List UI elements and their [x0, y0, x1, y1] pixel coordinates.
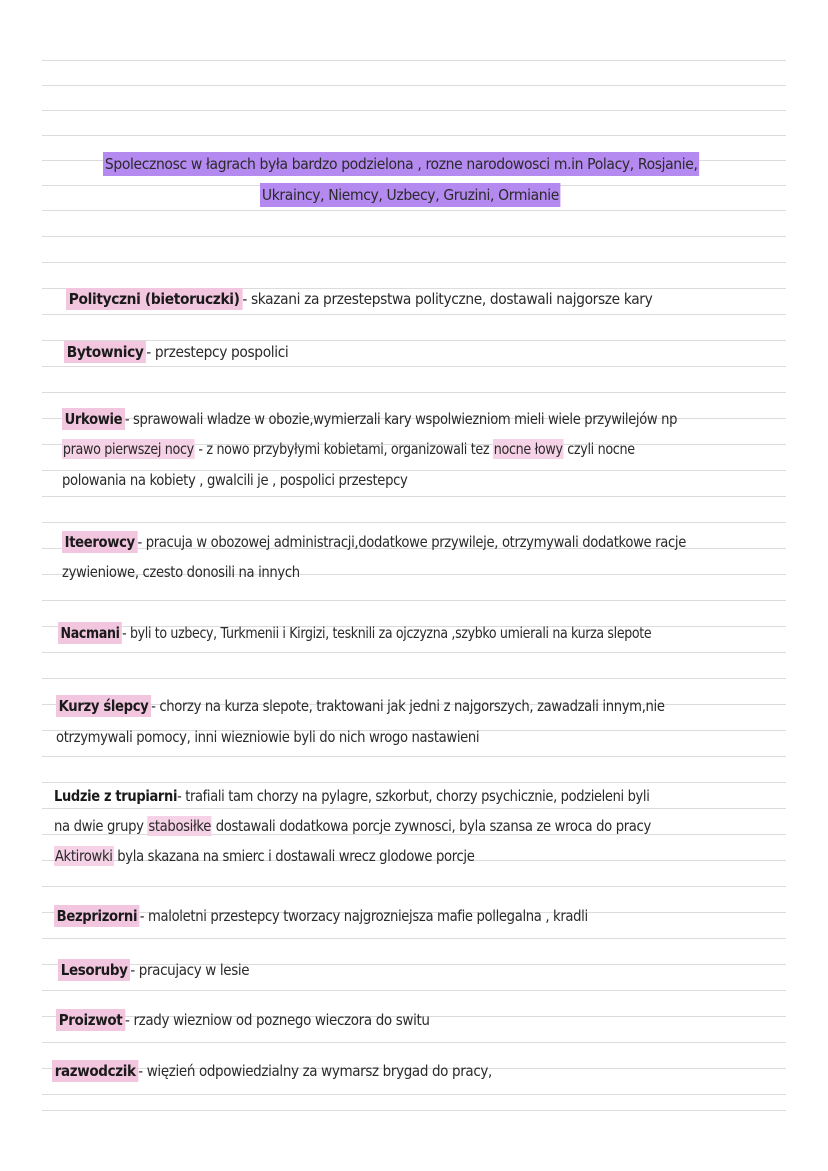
ruled-line [42, 1094, 786, 1095]
entry-desc: - pracujacy w lesie [130, 961, 250, 979]
highlight-aktirowki: Aktirowki [54, 847, 113, 865]
ruled-line [42, 1110, 786, 1111]
entry-desc: - byli to uzbecy, Turkmenii i Kirgizi, tesknili za ojczyzna ,szybko umierali na kurza slepote [122, 624, 652, 642]
entry-ludzie-line-2 [54, 817, 651, 835]
ruled-line [42, 522, 786, 523]
entry-term: Urkowie [62, 408, 125, 430]
ruled-line [42, 990, 786, 991]
entry-bytownicy [64, 343, 288, 361]
entry-desc: - sprawowali wladze w obozie,wymierzali kary wspolwiezniom mieli wiele przywilejów np [124, 410, 678, 428]
entry-desc: - więzień odpowiedzialny za wymarsz brygad do pracy, [138, 1062, 492, 1080]
ruled-line [42, 236, 786, 237]
entry-desc: - chorzy na kurza slepote, traktowani jak jedni z najgorszych, zawadzali innym,nie [151, 697, 665, 715]
entry-term: razwodczik [52, 1060, 138, 1082]
entry-bezprizorni [54, 907, 588, 925]
ruled-line [42, 938, 786, 939]
entry-razwodczik [52, 1062, 492, 1080]
ruled-line [42, 496, 786, 497]
ruled-line [42, 392, 786, 393]
ruled-line [42, 808, 786, 809]
entry-lesoruby [58, 961, 249, 979]
entry-term: Iteerowcy [62, 531, 137, 553]
ruled-line [42, 314, 786, 315]
ruled-line [42, 110, 786, 111]
highlight-stabosilke: stabosiłke [148, 817, 211, 835]
entry-term: Proizwot [56, 1009, 125, 1031]
entry-term: Ludzie z trupiarni [54, 787, 178, 805]
ruled-line [42, 135, 786, 136]
entry-desc: - pracuja w obozowej administracji,dodatkowe przywileje, otrzymywali dodatkowe racje [137, 533, 686, 551]
ruled-line [42, 210, 786, 211]
entry-ludzie-line-1 [54, 787, 649, 805]
ruled-line [42, 340, 786, 341]
entry-desc: polowania na kobiety , gwalcili je , pospolici przestepcy [62, 471, 408, 489]
ruled-line [42, 782, 786, 783]
intro-text-1: Spolecznosc w łagrach była bardzo podzielona , rozne narodowosci m.in Polacy, Rosjanie, [103, 152, 699, 176]
entry-iteerowcy-line-1 [62, 533, 686, 551]
entry-urkowie-line-2 [62, 440, 635, 458]
entry-desc: zywieniowe, czesto donosili na innych [62, 563, 300, 581]
entry-desc: czyli nocne [563, 440, 635, 458]
ruled-line [42, 886, 786, 887]
highlight-prawo-pierwszej-nocy: prawo pierwszej nocy [62, 440, 194, 458]
ruled-line [42, 262, 786, 263]
entry-term: Nacmani [58, 622, 122, 644]
intro-line-2 [260, 186, 561, 204]
entry-term: Bezprizorni [54, 905, 140, 927]
intro-line-1 [103, 155, 699, 173]
entry-polityczni [66, 290, 652, 308]
entry-desc: byla skazana na smierc i dostawali wrecz glodowe porcje [113, 847, 475, 865]
entry-term: Bytownicy [64, 341, 146, 363]
entry-desc: - maloletni przestepcy tworzacy najgrozniejsza mafie pollegalna , kradli [139, 907, 588, 925]
entry-desc: - skazani za przestepstwa polityczne, dostawali najgorsze kary [242, 290, 653, 308]
entry-kurzy-slepcy-line-1 [56, 697, 665, 715]
entry-desc: - rzady wiezniow od poznego wieczora do switu [125, 1011, 430, 1029]
entry-desc: otrzymywali pomocy, inni wiezniowie byli do nich wrogo nastawieni [56, 728, 480, 746]
entry-desc: na dwie grupy [54, 817, 148, 835]
entry-urkowie-line-3 [62, 471, 407, 489]
entry-kurzy-slepcy-line-2 [56, 728, 479, 746]
entry-term: Lesoruby [58, 959, 130, 981]
entry-nacmani [58, 624, 651, 642]
highlight-nocne-lowy: nocne łowy [493, 440, 563, 458]
entry-term: Kurzy ślepcy [56, 695, 151, 717]
entry-ludzie-line-3 [54, 847, 475, 865]
ruled-line [42, 85, 786, 86]
ruled-line [42, 366, 786, 367]
entry-desc: dostawali dodatkowa porcje zywnosci, byla szansa ze wroca do pracy [211, 817, 651, 835]
ruled-line [42, 652, 786, 653]
entry-urkowie-line-1 [62, 410, 677, 428]
entry-proizwot [56, 1011, 430, 1029]
ruled-line [42, 756, 786, 757]
entry-iteerowcy-line-2 [62, 563, 300, 581]
entry-desc: - z nowo przybyłymi kobietami, organizowali tez [194, 440, 493, 458]
entry-term: Polityczni (bietoruczki) [66, 288, 242, 310]
entry-desc: - trafiali tam chorzy na pylagre, szkorbut, chorzy psychicznie, podzieleni byli [177, 787, 650, 805]
ruled-line [42, 60, 786, 61]
intro-text-2: Ukraincy, Niemcy, Uzbecy, Gruzini, Ormianie [260, 183, 561, 207]
entry-desc: - przestepcy pospolici [146, 343, 289, 361]
ruled-line [42, 600, 786, 601]
ruled-line [42, 678, 786, 679]
ruled-line [42, 1042, 786, 1043]
